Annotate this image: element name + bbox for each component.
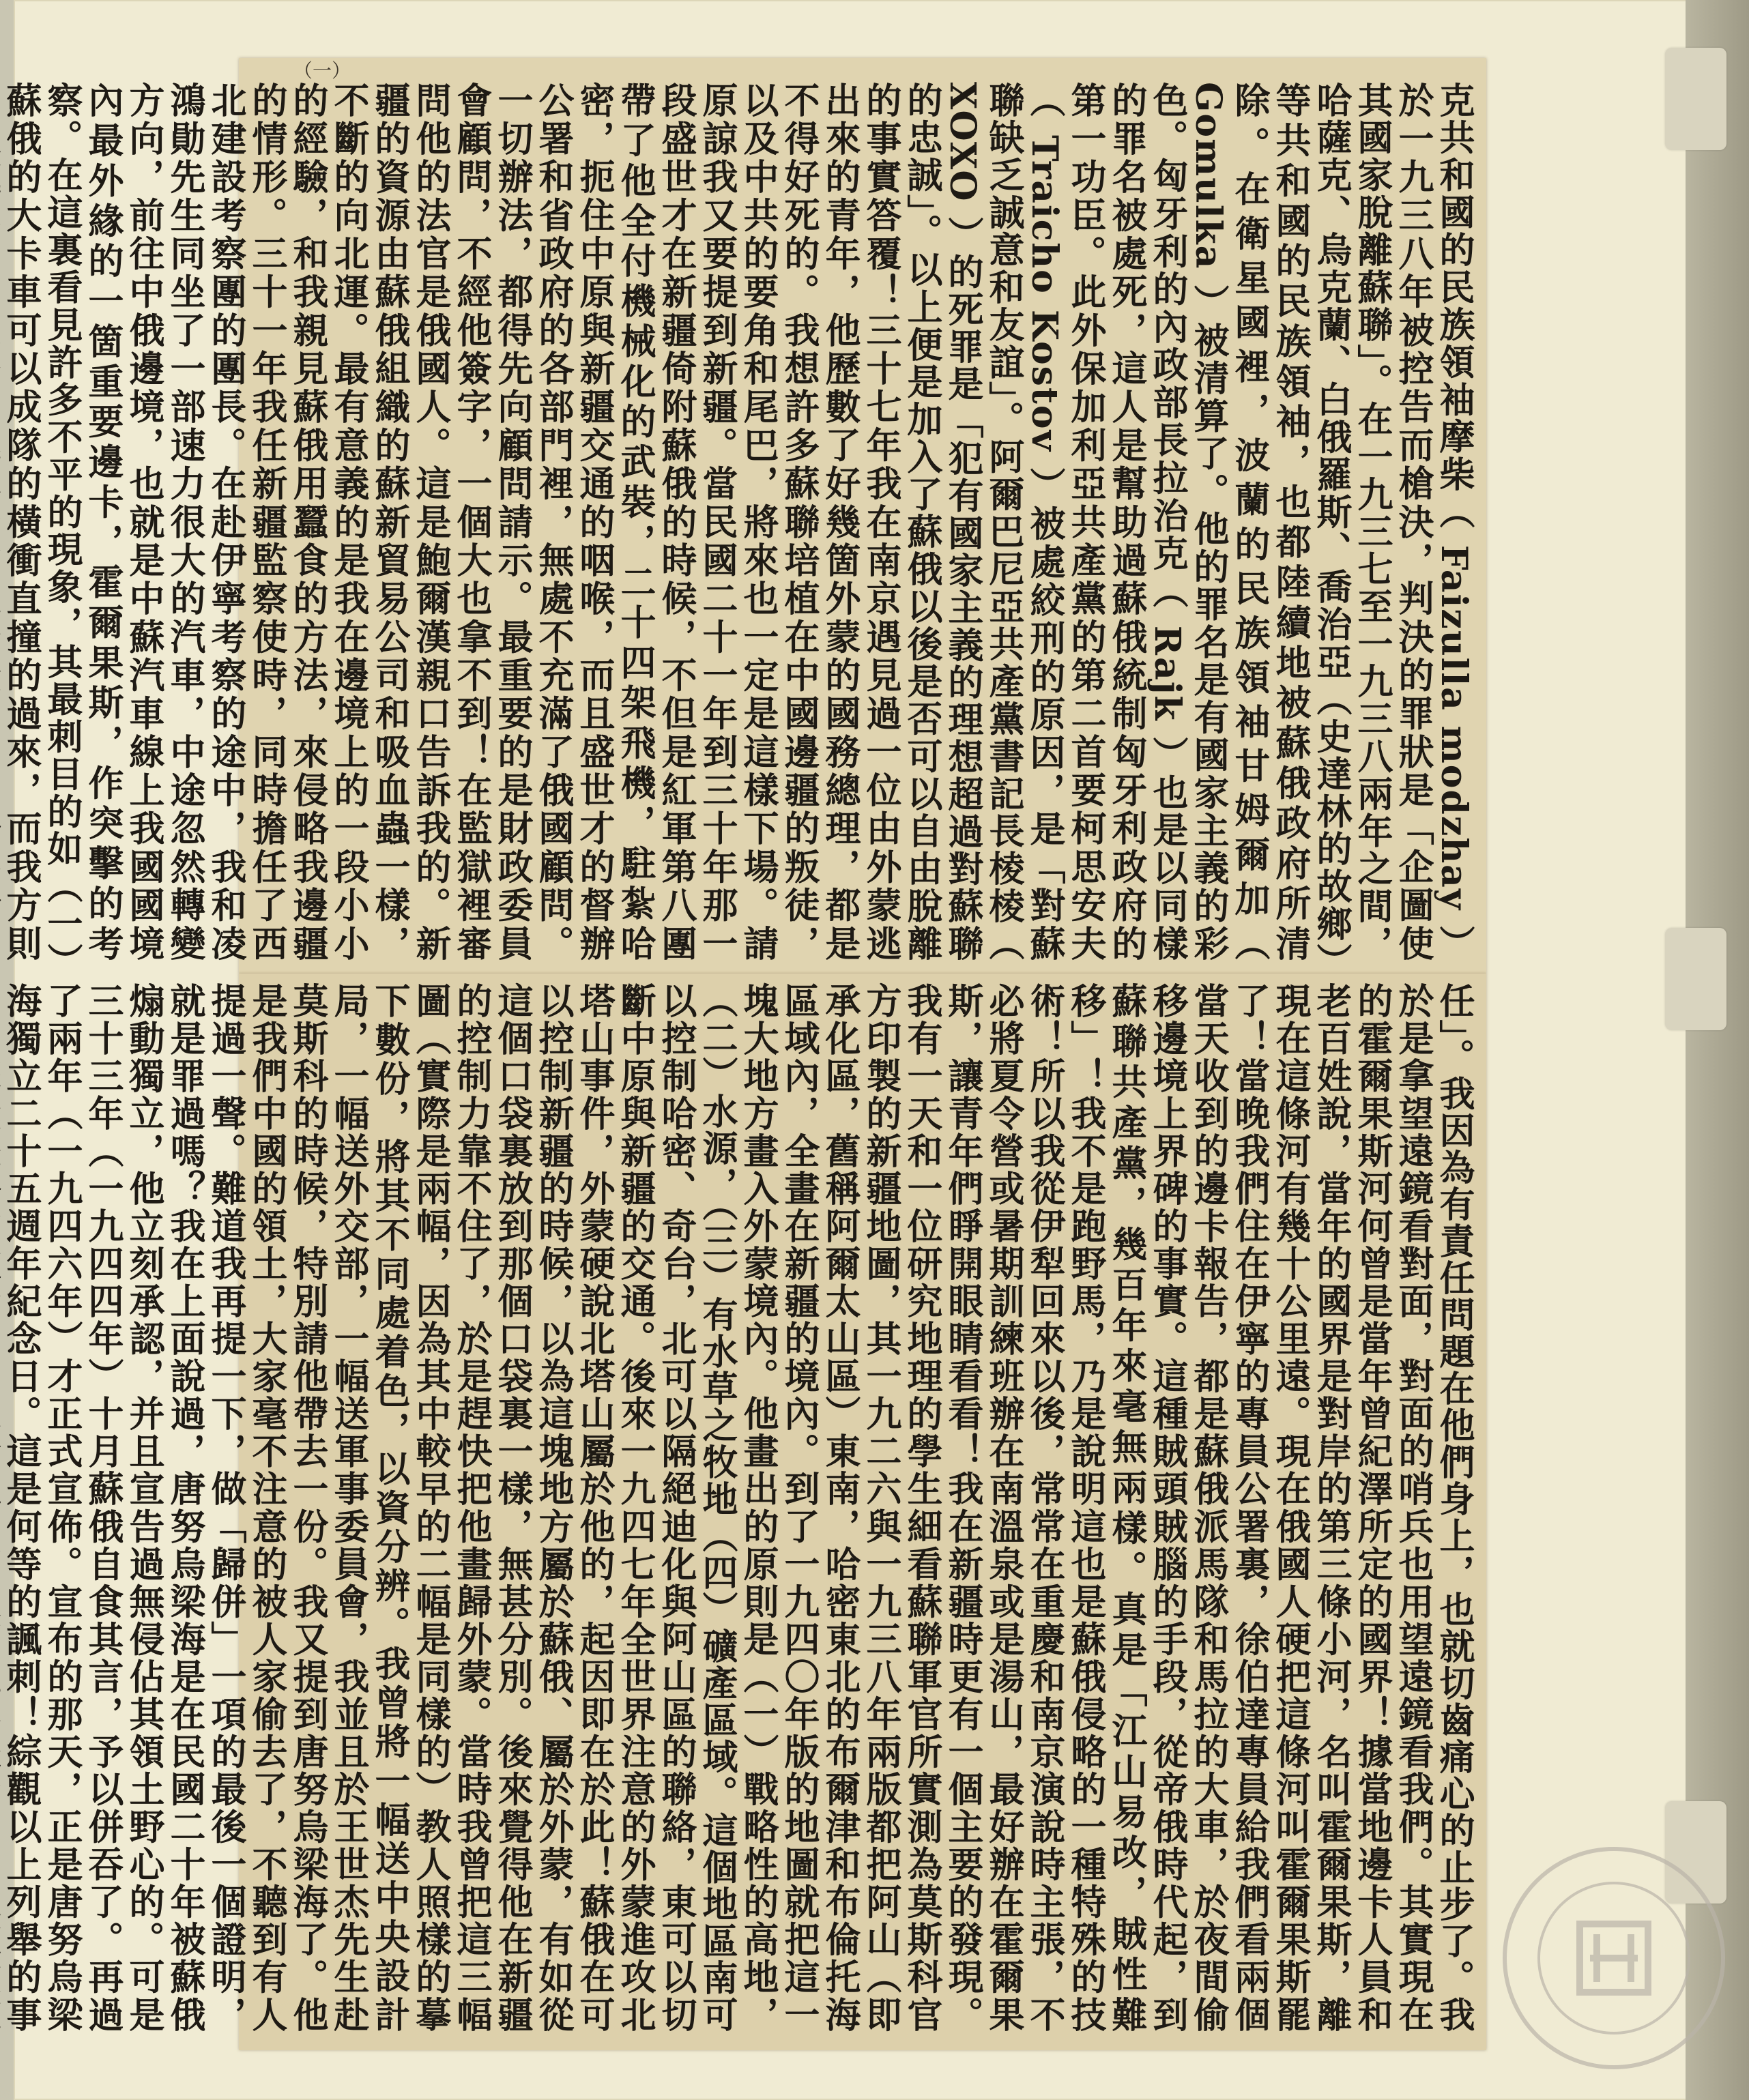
mount-tab-middle (1665, 928, 1726, 1030)
article-text-top: 克共和國的民族領袖摩柴（ Faizulla modzhay ）於一九三八年被控告而槍決，判決的罪狀是「企圖使其國家脫離蘇聯」。在一九三七至一九三八兩年之間，哈薩克、烏克蘭、白俄羅斯、喬治亞（史達林的故鄉）等共和國的民族領袖，也都陸續地被蘇俄政府所清除。在衛星國裡，波蘭的民族領袖甘姆爾加（ Gomulka ）被清算了。他的罪名是有國家主義的彩色。匈牙利的內政部長拉治克（ Rajk ）也是以同樣的罪名被處死，這人是幫助過蘇俄統制匈牙利政府的第一功臣。此外保加利亞共產黨的第二首要柯思安夫（ Traicho Kostov ）被處絞刑的原因，是「對蘇聯缺乏誠意和友誼」。阿爾巴尼亞共產黨書記長棱棱（ XOXO ）的死罪是「犯有國家主義的理想超過對蘇聯的忠誠」。以上便是加入了蘇俄以後是否可以自由脫離的事實答覆！三十七年我在南京遇見過一位由外蒙逃出來的青年，他歷數了好幾箇外蒙的國務總理，都是不得好死的。我想許多蘇聯培植在中國邊疆的叛徒，以及中共的要角和尾巴，將來也一定是這樣下場。請原諒我又要提到新疆。當民國二十一年到三十年那一段盛世才在新疆倚附蘇俄的時候，不但是紅軍第八團帶了他全付機械化的武裝，二十四架飛機，駐紮哈密，扼住中原與新疆交通的咽喉，而且盛世才的督辦公署和省政府的各部門裡，無處不充滿了俄國顧問。一切辦法，都得先向顧問請示。最重要的是財政委員會顧問，不經他簽字，一個大也拿不到！在監獄裡審問他的法官是俄國人。這是鮑爾漢親口告訴我的。新疆的資源由蘇俄組織的蘇新貿易公司和吸血蟲一樣，不斷的向北運。最有意義的是我在邊境上的一段小小的經驗，和我親見蘇俄用蠶食的方法，來侵略我邊疆的情形。三十一年我任新疆監察使時，同時擔任了西北建設考察團的團長。在赴伊寧考察的途中，我和凌鴻勛先生同坐了一部速力很大的汽車，中途忽然轉變方向，前往中俄邊境，也就是中蘇汽車線上我國國境內最外緣的一箇重要邊卡，霍爾果斯，作突擊的考察。在這裏看見許多不平的現象，其最刺目的如（一）蘇俄的大卡車可以成隊的橫衝直撞的過來，而我方則 (0, 82, 1475, 962)
page-number-mark: （一） (293, 59, 351, 82)
university-seal-icon (1498, 1842, 1730, 2074)
mount-tab-top (1665, 48, 1726, 150)
mount-board-edge (1686, 0, 1749, 2100)
article-text-bottom: 任」。我因為有責任問題在他們身上，也就切齒痛心的止步了。我於是拿望遠鏡看對面，對面的哨兵也用望遠鏡看我們。其實現在的霍爾果斯河何曾是當年曾紀澤所定的國界！據當地邊卡人員和老百姓說，當年的國界是對岸的第三條小河，名叫霍爾果斯，離現在這條河有幾十公里遠。現在俄國人硬把這條河叫霍爾果斯罷了！當晚我們住在伊寧的專員公署裏，徐伯達專員給我們看兩個當天收到的邊卡報告，都是蘇俄派馬隊和馬拉的大車，於夜間偷移邊境上界碑的事實。這種賊頭賊腦的手段，從帝俄時代起，到蘇聯共產黨，幾百年來毫無兩樣。真是「江山易改，賊性難移」！我不是跑野馬，乃是說明這也是蘇俄侵略的一種特殊的技術！所以我從伊犁回來以後，常常在重慶和南京演說時主張，不必將夏令營或暑期訓練班辦在南溫泉或是湯山，最好辦在霍爾果斯，讓青年們睜開眼睛看看！我在新疆時更有一個主要的發現。我有一天和一位研究地理的學生細看蘇聯軍官所實測為莫斯科官方印製的新疆地圖，其一九二六與一九三八年兩版都把阿山（即承化區，舊稱阿爾太山區）東南，哈密東北的布爾津和布倫托海區域內，全畫在新疆的境內。到了一九四〇年版的地圖就把這一塊大地方畫入外蒙境內。他畫出的原則是（一）戰略性的高地，（二）水源，（三）有水草之牧地（四）礦產區域。這個地區南可以控制哈密、奇台，北可以隔絕迪化與阿山區的聯絡，東可以切斷中原與新疆的交通。後來一九四七年全世界注意的外蒙進攻北塔山事件，外蒙硬說北塔山屬於他的，起因即在於此！蘇俄在可以控制新疆的時候，以為這塊地方屬於蘇俄、屬於外蒙，有如從這個口袋裏放到那個口袋裏一樣，無甚分別。後來覺得他在新疆的控制力靠不住了，於是趕快把他畫歸外蒙。當時我曾把這三幅圖（實際是兩幅，因為其中較早的二幅是同樣的）教人照樣的摹下數份，將其不同處着色，以資分辨。我曾將一幅送中央設計局，一幅送外交部，一幅送軍事委員會，我並且於王世杰先生赴莫斯科的時候，特別請他帶去一份。我又提到唐努烏梁海了。他是我們中國的領土，大家毫不注意的被人家偷去了，不聽到有人提過一聲。難道我再提一下，做「歸併」一項的最後一個證明，就是罪過嗎？我在上面說過，唐努烏梁海是在民國二十年被蘇俄煽動獨立，他立刻承認，并且宣告過無侵佔其領土野心的。可是三十三年（一九四四年）十月蘇俄自食其言，予以併吞了。再過了兩年（一九四六年）才正式宣佈。宣布的那天，正是唐努烏梁海獨立二十五週年紀念日。這是何等的諷刺！綜觀以上列舉的事 (0, 982, 1475, 2033)
